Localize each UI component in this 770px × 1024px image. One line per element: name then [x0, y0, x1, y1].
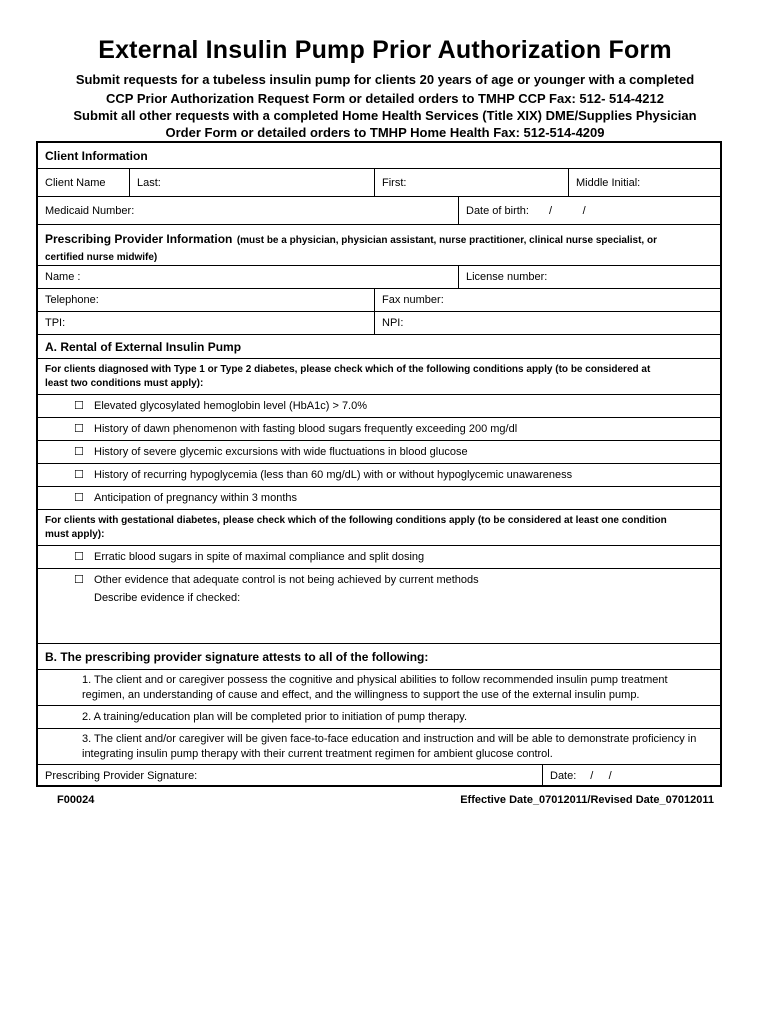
checkbox-icon[interactable]: ☐	[74, 551, 84, 563]
provider-name-row	[38, 266, 720, 289]
type12-instruction-line-1: For clients diagnosed with Type 1 or Type 2 diabetes, please check which of the following conditions apply (to be considered at	[45, 364, 651, 375]
first-name-label: First:	[382, 176, 407, 189]
subtitle-line-1: Submit requests for a tubeless insulin pump for clients 20 years of age or younger with a completed	[75, 72, 695, 87]
npi-field[interactable]	[374, 312, 720, 334]
condition-label: Elevated glycosylated hemoglobin level (HbA1c) > 7.0%	[94, 400, 368, 412]
attestation-3-line-2: integrating insulin pump therapy with their current treatment regimen for ambient glucose control.	[82, 748, 553, 760]
checkbox-icon[interactable]: ☐	[74, 446, 84, 458]
describe-evidence-label: Describe evidence if checked:	[94, 592, 241, 604]
checkbox-icon[interactable]: ☐	[74, 574, 84, 586]
section-b-heading: B. The prescribing provider signature attests to all of the following:	[45, 649, 429, 664]
type12-instruction-row	[38, 359, 720, 395]
attestation-1	[82, 673, 710, 703]
provider-info-note-2: certified nurse midwife)	[45, 252, 158, 263]
subtitle-line-2: CCP Prior Authorization Request Form or detailed orders to TMHP CCP Fax: 512- 514-4212	[106, 91, 664, 106]
date-of-birth-label: Date of birth:	[466, 204, 529, 217]
provider-info-header	[38, 225, 720, 266]
signature-label: Prescribing Provider Signature:	[45, 770, 198, 782]
checkbox-icon[interactable]: ☐	[74, 423, 84, 435]
form-title: External Insulin Pump Prior Authorization Form	[98, 36, 672, 64]
form-id: F00024	[57, 794, 95, 806]
attestation-1-line-2: regimen, an understanding of cause and effect, and the willingness to support the use of the external insulin pump.	[82, 689, 640, 701]
provider-name-label: Name :	[45, 271, 81, 283]
attestation-1-line-1: 1. The client and or caregiver possess the cognitive and physical abilities to follow recommended insulin pump treatment	[82, 674, 668, 686]
client-info-header	[38, 143, 720, 169]
section-b-header	[38, 644, 720, 670]
signature-date-separators: / /	[590, 770, 612, 782]
telephone-label: Telephone:	[45, 294, 99, 306]
condition-row	[38, 441, 720, 464]
client-name-row	[38, 169, 720, 197]
other-evidence-row	[38, 569, 720, 644]
condition-row	[38, 546, 720, 569]
attestation-row	[38, 729, 720, 765]
signature-field[interactable]	[38, 765, 542, 787]
condition-label: History of severe glycemic excursions with wide fluctuations in blood glucose	[94, 446, 468, 458]
license-number-label: License number:	[466, 271, 548, 283]
gestational-instruction-row	[38, 510, 720, 546]
subtitle-line-4: Order Form or detailed orders to TMHP Home Health Fax: 512-514-4209	[165, 125, 605, 140]
attestation-2	[82, 710, 710, 725]
last-name-field[interactable]	[129, 169, 374, 196]
effective-date: Effective Date_07012011/Revised Date_07012011	[460, 794, 714, 806]
attestation-row	[38, 670, 720, 706]
provider-info-note: (must be a physician, physician assistant, nurse practitioner, clinical nurse specialist, or	[236, 235, 657, 246]
signature-date-label: Date:	[550, 770, 577, 782]
condition-label: Other evidence that adequate control is not being achieved by current methods	[94, 574, 479, 586]
middle-initial-field[interactable]	[568, 169, 720, 196]
client-name-label: Client Name	[45, 176, 106, 189]
telephone-field[interactable]	[38, 289, 374, 311]
condition-row	[38, 418, 720, 441]
subtitle-line-3: Submit all other requests with a completed Home Health Services (Title XIX) DME/Supplies Physician	[73, 108, 697, 123]
condition-label: Anticipation of pregnancy within 3 months	[94, 492, 298, 504]
checkbox-icon[interactable]: ☐	[74, 469, 84, 481]
tpi-label: TPI:	[45, 317, 66, 329]
gestational-instruction-line-1: For clients with gestational diabetes, please check which of the following conditions apply (to be considered at least one condition	[45, 515, 667, 526]
signature-date-field[interactable]	[542, 765, 720, 787]
telephone-row	[38, 289, 720, 312]
fax-number-field[interactable]	[374, 289, 720, 311]
section-a-heading: A. Rental of External Insulin Pump	[45, 339, 242, 354]
gestational-instruction	[38, 512, 720, 544]
attestation-row	[38, 706, 720, 729]
checkbox-icon[interactable]: ☐	[74, 400, 84, 412]
fax-number-label: Fax number:	[382, 294, 444, 306]
condition-row	[38, 464, 720, 487]
condition-row	[38, 487, 720, 510]
attestation-2-line-1: 2. A training/education plan will be completed prior to initiation of pump therapy.	[82, 711, 468, 723]
attestation-3-line-1: 3. The client and/or caregiver will be given face-to-face education and instruction and will be able to demonstrate proficiency in	[82, 733, 697, 745]
provider-info-heading-block	[45, 231, 713, 265]
authorization-form	[36, 141, 722, 787]
last-name-label: Last:	[137, 176, 161, 189]
checkbox-icon[interactable]: ☐	[74, 492, 84, 504]
condition-label: History of recurring hypoglycemia (less than 60 mg/dL) with or without hypoglycemic unawareness	[94, 469, 573, 481]
medicaid-number-label: Medicaid Number:	[45, 204, 135, 217]
tpi-field[interactable]	[38, 312, 374, 334]
first-name-field[interactable]	[374, 169, 568, 196]
date-of-birth-field[interactable]	[458, 197, 720, 224]
signature-row	[38, 765, 720, 787]
npi-label: NPI:	[382, 317, 404, 329]
tpi-row	[38, 312, 720, 335]
type12-instruction	[38, 361, 720, 393]
date-of-birth-separators: / /	[548, 204, 586, 217]
condition-label: History of dawn phenomenon with fasting blood sugars frequently exceeding 200 mg/dl	[94, 423, 518, 435]
medicaid-number-field[interactable]	[38, 197, 458, 224]
condition-label: Erratic blood sugars in spite of maximal compliance and split dosing	[94, 551, 425, 563]
section-a-header	[38, 335, 720, 359]
type12-instruction-line-2: least two conditions must apply):	[45, 378, 204, 389]
condition-row	[38, 395, 720, 418]
provider-name-field[interactable]	[38, 266, 458, 288]
provider-info-heading: Prescribing Provider Information	[45, 232, 233, 246]
client-info-heading: Client Information	[45, 148, 148, 163]
attestation-3	[82, 732, 710, 762]
medicaid-row	[38, 197, 720, 225]
license-number-field[interactable]	[458, 266, 720, 288]
gestational-instruction-line-2: must apply):	[45, 529, 105, 540]
middle-initial-label: Middle Initial:	[576, 176, 641, 189]
